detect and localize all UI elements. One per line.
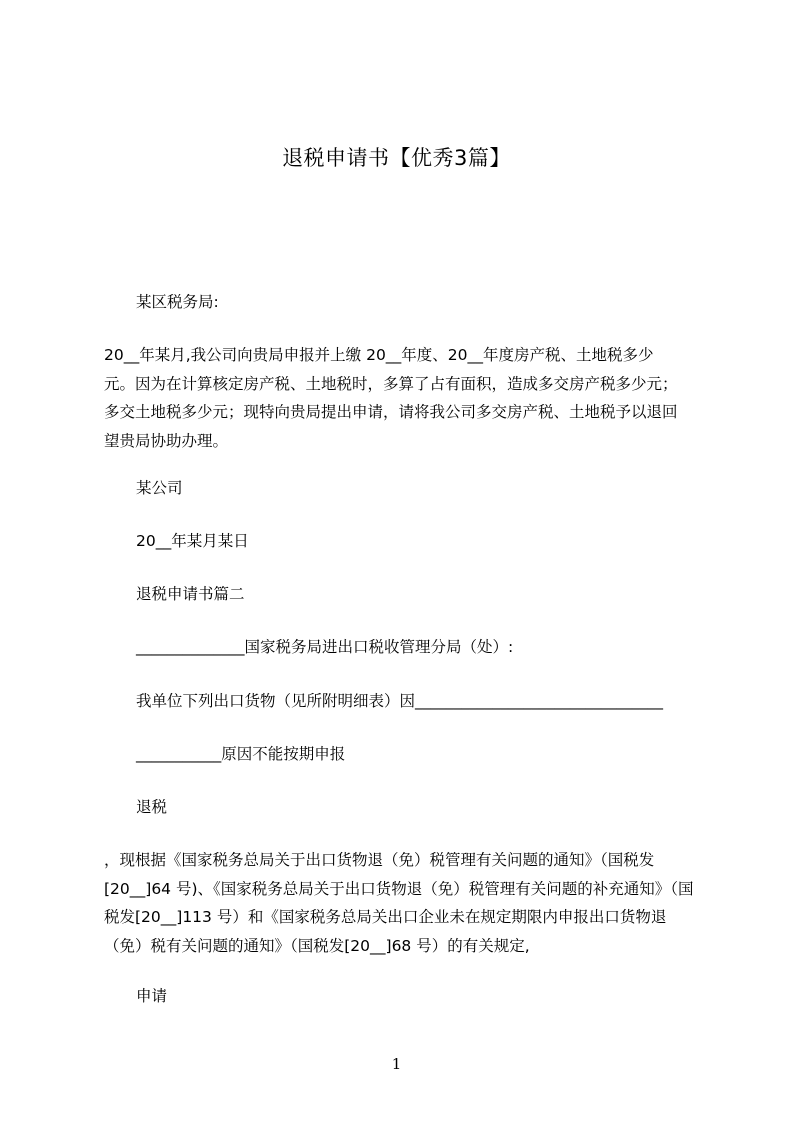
paragraph-2-line: 税发[20__]113 号）和《国家税务总局关出口企业未在规定期限内申报出口货物退 xyxy=(104,908,667,926)
apply-label: 申请 xyxy=(136,987,168,1005)
document-title: 退税申请书【优秀3篇】 xyxy=(282,146,511,170)
paragraph-2 xyxy=(104,846,714,960)
salutation: 某区税务局: xyxy=(136,293,219,311)
statement-line-1: 我单位下列出口货物（见所附明细表）因________________________________ xyxy=(136,692,664,710)
addressee: ______________国家税务局进出口税收管理分局（处）: xyxy=(136,638,514,656)
paragraph-1-line: 20__年某月,我公司向贵局申报并上缴 20__年度、20__年度房产税、土地税多少 xyxy=(104,346,654,364)
page-number: 1 xyxy=(391,1055,402,1073)
paragraph-1-line: 多交土地税多少元；现特向贵局提出申请，请将我公司多交房产税、土地税予以退回 xyxy=(104,403,678,421)
paragraph-2-line: （免）税有关问题的通知》（国税发[20__]68 号）的有关规定, xyxy=(104,936,530,955)
signature-date: 20__年某月某日 xyxy=(136,532,249,550)
paragraph-2-line: ，现根据《国家税务总局关于出口货物退（免）税管理有关问题的通知》（国税发 xyxy=(104,851,655,869)
paragraph-1 xyxy=(104,341,714,455)
signature-company: 某公司 xyxy=(136,479,183,497)
section-2-heading: 退税申请书篇二 xyxy=(136,585,245,603)
tax-refund-label: 退税 xyxy=(136,798,168,816)
paragraph-2-line: [20__]64 号)、《国家税务总局关于出口货物退（免）税管理有关问题的补充通知》（国 xyxy=(104,879,694,898)
paragraph-1-line: 望贵局协助办理。 xyxy=(104,431,229,450)
paragraph-1-line: 元。因为在计算核定房产税、土地税时，多算了占有面积，造成多交房产税多少元； xyxy=(104,374,678,393)
statement-line-2: ___________原因不能按期申报 xyxy=(136,745,346,763)
